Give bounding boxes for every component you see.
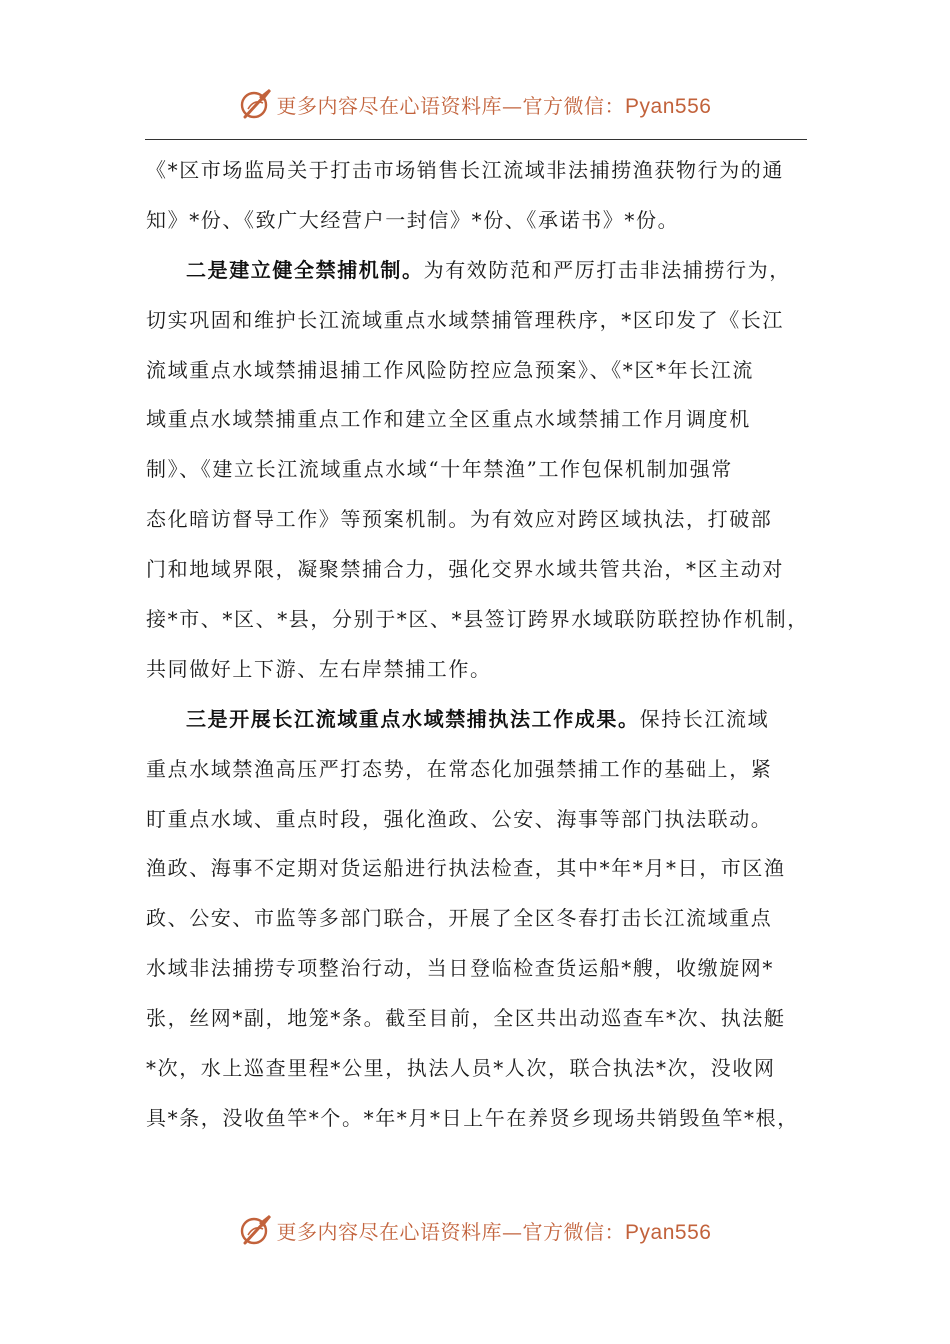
footer-banner-id: Pyan556 <box>625 1220 712 1244</box>
line-text: 域重点水域禁捕重点工作和建立全区重点水域禁捕工作月调度机 <box>146 407 751 432</box>
line-text: 张，丝网*副，地笼*条。截至目前，全区共出动巡查车*次、执法艇 <box>146 1006 786 1031</box>
footer-banner-text: 更多内容尽在心语资料库—官方微信：Pyan556 <box>276 1219 712 1244</box>
line-text: 水域非法捕捞专项整治行动，当日登临检查货运船*艘，收缴旋网* <box>146 956 774 981</box>
line-text: 保持长江流域 <box>639 706 770 731</box>
pen-logo-icon <box>239 1213 273 1247</box>
line-text: 流域重点水域禁捕退捕工作风险防控应急预案》、《*区*年长江流 <box>146 357 754 382</box>
text-line <box>146 844 816 894</box>
text-line <box>146 545 816 595</box>
line-text: 切实巩固和维护长江流域重点水域禁捕管理秩序，*区印发了《长江 <box>146 307 784 332</box>
bold-lead-phrase: 三是开展长江流域重点水域禁捕执法工作成果。 <box>186 706 640 731</box>
text-line <box>146 296 816 346</box>
bold-lead-phrase: 二是建立健全禁捕机制。 <box>186 257 424 282</box>
text-line <box>146 346 816 396</box>
line-text: 门和地域界限，凝聚禁捕合力，强化交界水域共管共治，*区主动对 <box>146 557 784 582</box>
text-line <box>146 1044 816 1094</box>
footer-banner <box>0 1210 950 1250</box>
line-text: *次，水上巡查里程*公里，执法人员*人次，联合执法*次，没收网 <box>146 1056 776 1081</box>
paragraph-heading-line <box>146 695 816 745</box>
text-line <box>146 395 816 445</box>
header-banner-id: Pyan556 <box>625 94 712 118</box>
line-text: 重点水域禁渔高压严打态势，在常态化加强禁捕工作的基础上，紧 <box>146 756 773 781</box>
header-rule <box>145 139 807 140</box>
header-banner <box>0 84 950 124</box>
line-text: 渔政、海事不定期对货运船进行执法检查，其中*年*月*日，市区渔 <box>146 856 786 881</box>
paragraph-heading-line <box>146 246 816 296</box>
text-line <box>146 944 816 994</box>
text-line <box>146 1094 816 1144</box>
line-text: 制》、《建立长江流域重点水域“十年禁渔”工作包保机制加强常 <box>146 457 733 482</box>
line-text: 具*条，没收鱼竿*个。*年*月*日上午在养贤乡现场共销毁鱼竿*根， <box>146 1105 799 1130</box>
line-text: 《*区市场监局关于打击市场销售长江流域非法捕捞渔获物行为的通 <box>146 158 784 182</box>
pen-logo-icon <box>239 87 273 121</box>
text-line <box>146 894 816 944</box>
line-text: 态化暗访督导工作》等预案机制。为有效应对跨区域执法，打破部 <box>146 507 773 532</box>
header-banner-text: 更多内容尽在心语资料库—官方微信：Pyan556 <box>276 93 712 118</box>
line-text: 盯重点水域、重点时段，强化渔政、公安、海事等部门执法联动。 <box>146 806 773 831</box>
line-text: 知》*份、《致广大经营户一封信》*份、《承诺书》*份。 <box>146 207 680 232</box>
text-line <box>146 196 816 246</box>
text-line <box>146 445 816 495</box>
text-line <box>146 595 816 645</box>
line-text: 为有效防范和严厉打击非法捕捞行为， <box>423 257 791 282</box>
line-text: 接*市、*区、*县，分别于*区、*县签订跨界水域联防联控协作机制， <box>146 607 809 632</box>
text-line <box>146 795 816 845</box>
text-line <box>146 495 816 545</box>
text-line <box>146 645 816 695</box>
line-text: 共同做好上下游、左右岸禁捕工作。 <box>146 656 492 681</box>
text-line <box>146 146 816 196</box>
line-text: 政、公安、市监等多部门联合，开展了全区冬春打击长江流域重点 <box>146 906 773 931</box>
text-line <box>146 994 816 1044</box>
text-line <box>146 745 816 795</box>
document-body <box>146 146 816 1144</box>
